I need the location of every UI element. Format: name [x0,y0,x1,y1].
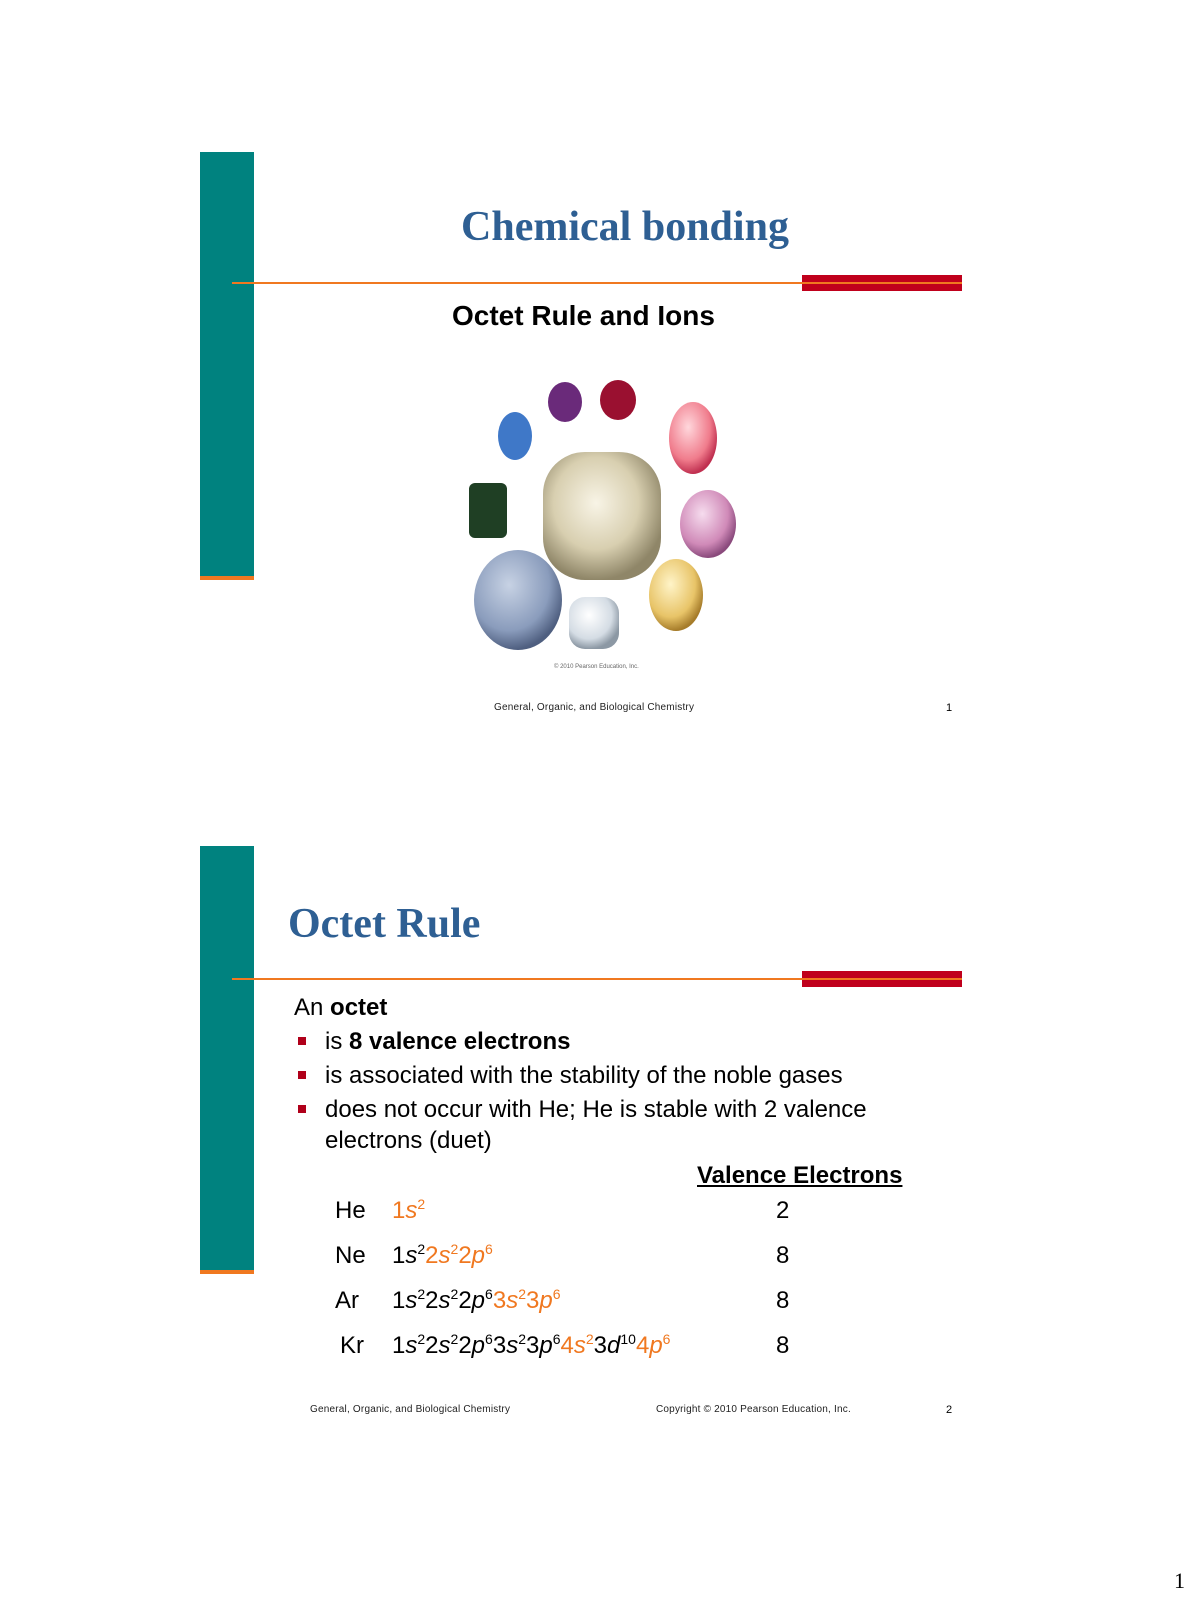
gem-large-blue [474,550,562,650]
slide2-side-bar [200,846,254,1274]
slide1-subtitle: Octet Rule and Ions [452,300,715,331]
gemstones-image [460,380,760,680]
valence-he: 2 [776,1197,790,1224]
config-ar: $1s^22s^22p^63s^23p^6$ [392,1286,561,1314]
slide2-side-bar-foot [200,1270,254,1274]
element-symbol-kr: Kr [340,1332,364,1359]
gem-red [600,380,636,420]
slide1-side-bar-foot [200,576,254,580]
gem-green [469,483,507,538]
gem-lavender [680,490,736,558]
gem-white [569,597,619,649]
element-symbol-ar: Ar [335,1287,359,1314]
slide1-red-band [802,275,962,291]
intro-prefix: An [294,994,331,1021]
valence-ar: 8 [776,1287,790,1314]
image-caption: © 2010 Pearson Education, Inc. [554,664,639,670]
valence-ne: 8 [776,1242,790,1269]
page-corner-number: 1 [1174,1568,1185,1593]
element-symbol-he: He [335,1197,366,1224]
slide2-red-band [802,971,962,987]
gem-pink [669,402,717,474]
slide1-page-number: 1 [946,702,953,714]
intro-bold: octet [330,994,388,1021]
config-ne: $1s^22s^22p^6$ [392,1241,493,1269]
bullet-marker-3 [298,1105,306,1113]
bullet-3: does not occur with He; He is stable with 2 valence [325,1096,867,1123]
gem-purple [548,382,582,422]
gem-yellow [649,559,703,631]
bullet-marker-1 [298,1037,306,1045]
gem-center [543,452,661,580]
slide1-title-rule [232,282,802,284]
config-he: $1s^2$ [392,1196,426,1224]
valence-header: Valence Electrons [697,1162,903,1189]
octet-intro [294,991,387,1024]
slide2-title: Octet Rule [288,901,481,947]
element-symbol-ne: Ne [335,1242,366,1269]
gem-small-blue [498,412,532,460]
bullet-marker-2 [298,1071,306,1079]
slide2-title-rule [232,978,802,980]
slide1-title: Chemical bonding [461,204,789,250]
slide2-footer-copyright: Copyright © 2010 Pearson Education, Inc. [656,1404,851,1415]
bullet-1: is 8 valence electrons [325,1028,571,1055]
valence-kr: 8 [776,1332,790,1359]
slide1-footer-left: General, Organic, and Biological Chemistry [494,702,695,713]
bullet-2: is associated with the stability of the noble gases [325,1062,843,1089]
slide2-page-number: 2 [946,1404,953,1416]
slide2-footer-left: General, Organic, and Biological Chemistry [310,1404,511,1415]
config-kr: $1s^22s^22p^63s^23p^64s^23d^{10}4p^6$ [392,1331,671,1359]
bullet-3-continuation: electrons (duet) [325,1127,492,1154]
